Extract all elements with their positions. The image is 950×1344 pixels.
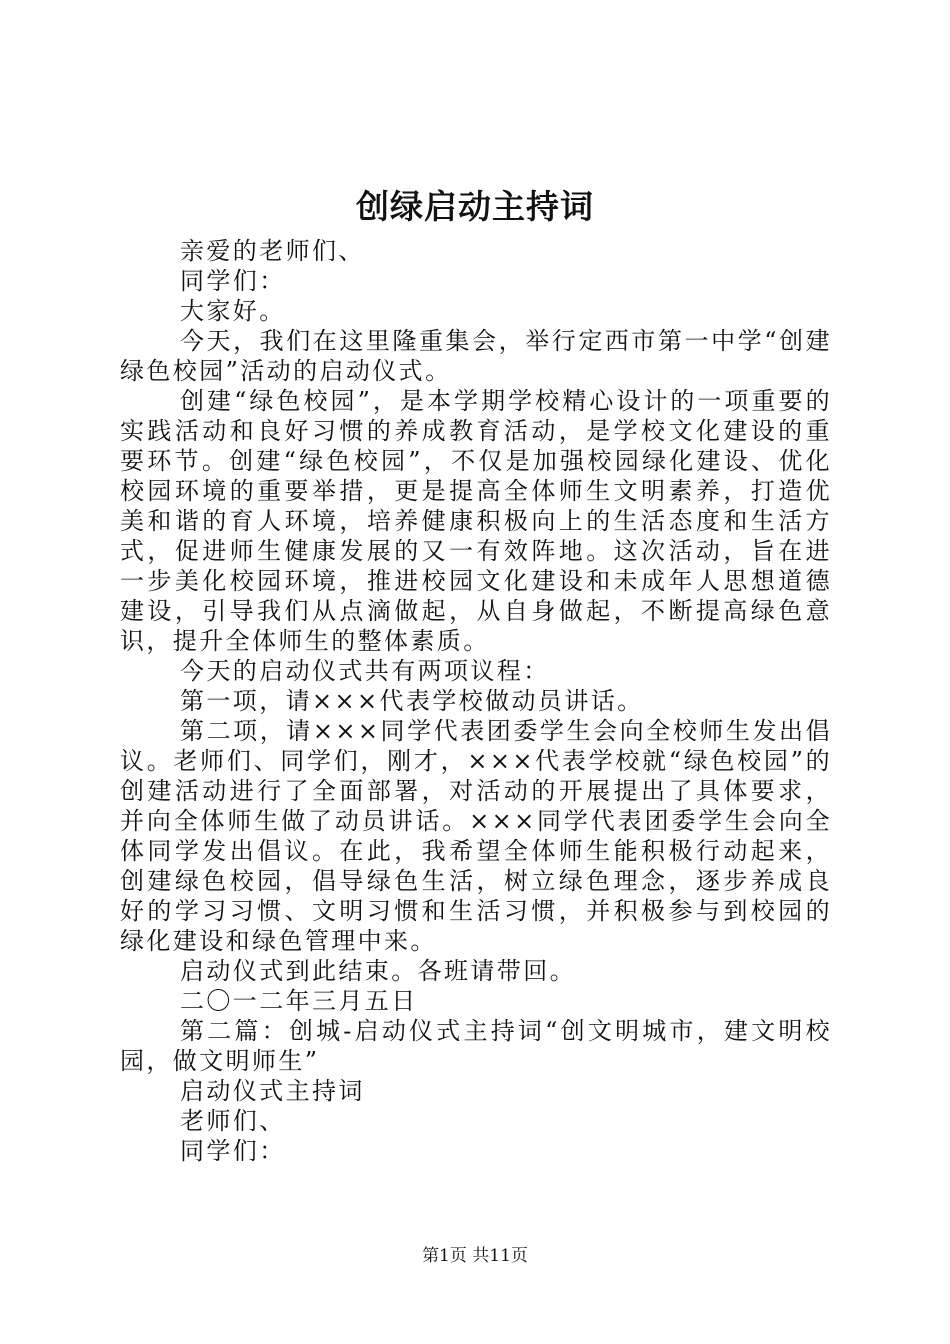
document-title: 创绿启动主持词 — [356, 187, 594, 226]
paragraph: 二〇一二年三月五日 — [180, 987, 418, 1015]
paragraph: 启动仪式到此结束。各班请带回。 — [180, 957, 576, 985]
paragraph: 今天，我们在这里隆重集会，举行定西市第一中学“创建绿色校园”活动的启动仪式。 — [120, 327, 832, 385]
document-body — [120, 236, 832, 1166]
page-number-footer: 第1页 共11页 — [422, 1246, 528, 1266]
paragraph: 创建“绿色校园”，是本学期学校精心设计的一项重要的实践活动和良好习惯的养成教育活动，是学校文化建设的重要环节。创建“绿色校园”，不仅是加强校园绿化建设、优化校园环境的重要举措，更是提高全体师生文明素养，打造优美和谐的育人环境，培养健康积极向上的生活态度和生活方式，促进师生健康发展的又一有效阵地。这次活动，旨在进一步美化校园环境，推进校园文化建设和未成年人思想道德建设，引导我们从点滴做起，从自身做起，不断提高绿色意识，提升全体师生的整体素质。 — [120, 387, 832, 655]
paragraph: 第二篇：创城-启动仪式主持词“创文明城市，建文明校园，做文明师生” — [120, 1017, 832, 1075]
paragraph: 第一项，请×××代表学校做动员讲话。 — [180, 687, 644, 715]
paragraph: 同学们： — [180, 267, 286, 295]
paragraph: 大家好。 — [180, 297, 286, 325]
paragraph: 同学们： — [180, 1137, 286, 1165]
paragraph: 今天的启动仪式共有两项议程： — [180, 657, 550, 685]
paragraph: 启动仪式主持词 — [180, 1077, 365, 1105]
paragraph: 老师们、 — [180, 1107, 286, 1135]
paragraph: 第二项，请×××同学代表团委学生会向全校师生发出倡议。老师们、同学们，刚才，×××代表学校就“绿色校园”的创建活动进行了全面部署，对活动的开展提出了具体要求，并向全体师生做了动员讲话。×××同学代表团委学生会向全体同学发出倡议。在此，我希望全体师生能积极行动起来，创建绿色校园，倡导绿色生活，树立绿色理念，逐步养成良好的学习习惯、文明习惯和生活习惯，并积极参与到校园的绿化建设和绿色管理中来。 — [120, 717, 832, 955]
paragraph: 亲爱的老师们、 — [180, 237, 365, 265]
